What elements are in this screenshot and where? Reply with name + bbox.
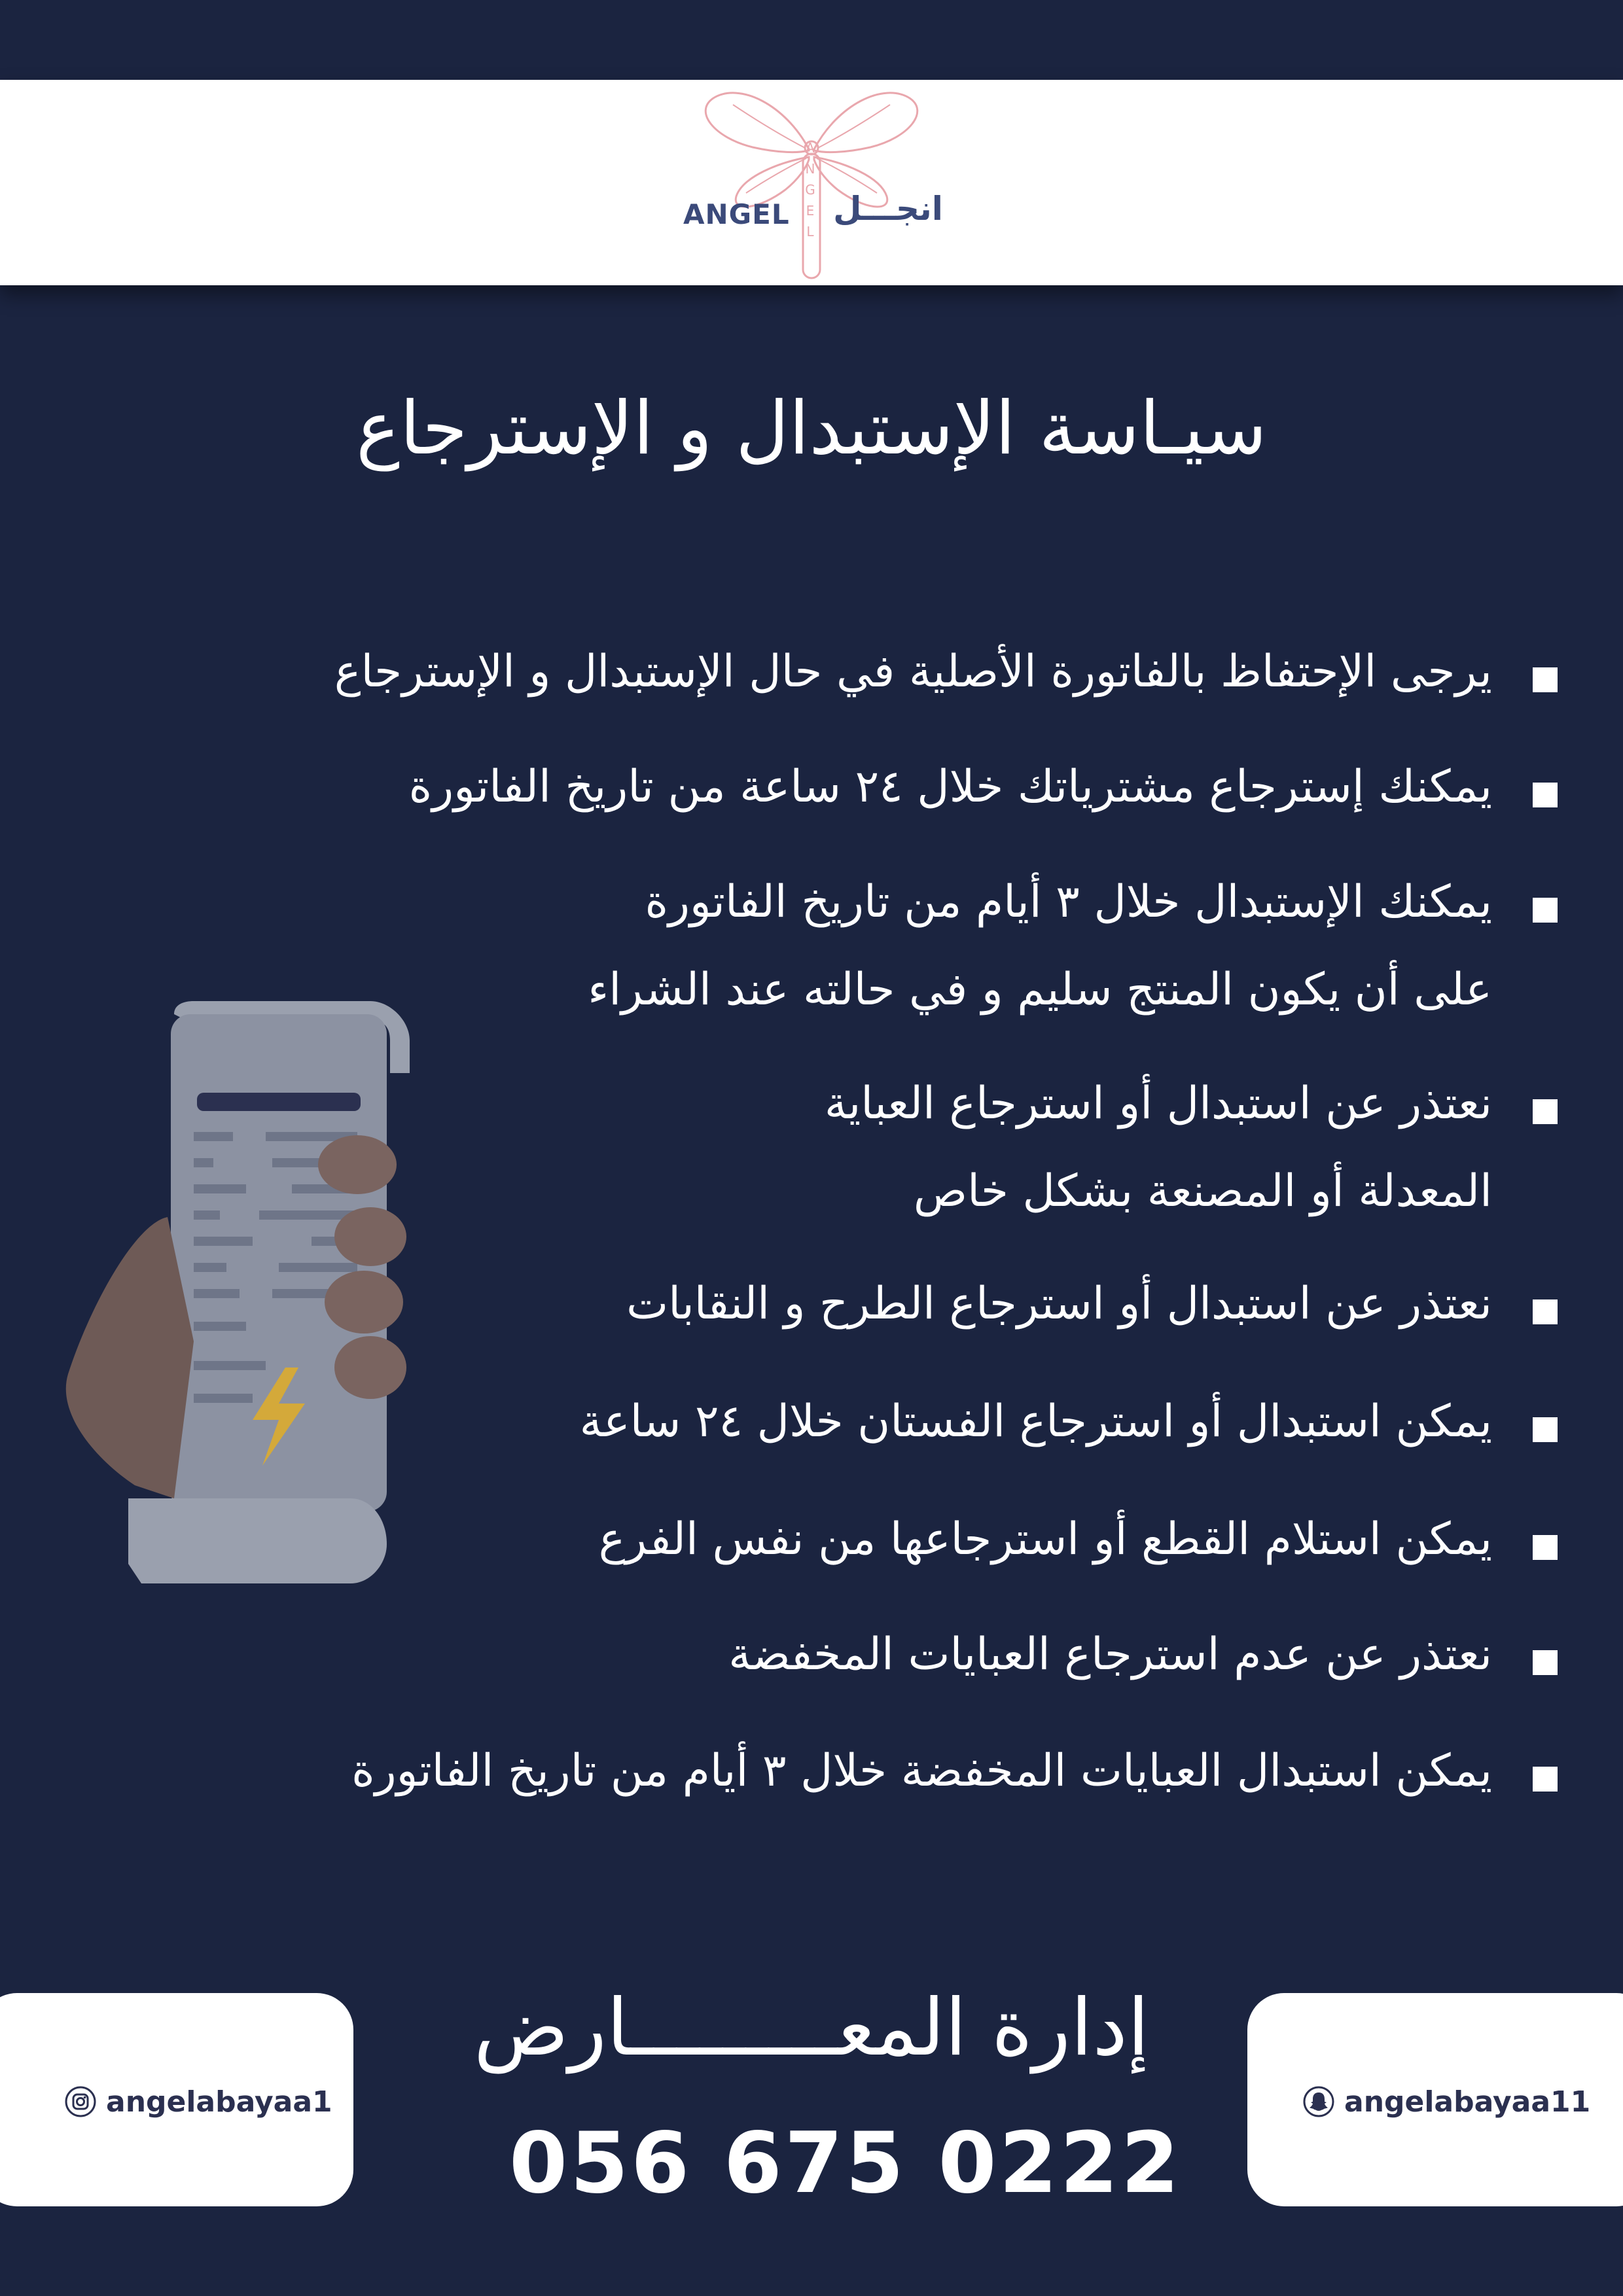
bullet-square-icon — [1533, 783, 1558, 807]
phone-number: 056 675 0222 — [509, 2114, 1182, 2212]
policy-line: نعتذر عن استبدال أو استرجاع الطرح و النقابات — [626, 1278, 1492, 1330]
policy-line: يمكن استلام القطع أو استرجاعها من نفس الفرع — [598, 1513, 1492, 1565]
policy-line: يمكنك الإستبدال خلال ٣ أيام من تاريخ الفاتورة — [645, 876, 1492, 928]
instagram-box — [0, 1993, 353, 2206]
snapchat-box — [1247, 1993, 1623, 2206]
logo-letter: A — [806, 140, 815, 156]
snapchat-handle-row[interactable] — [1302, 2082, 1590, 2121]
bullet-square-icon — [1533, 1650, 1558, 1675]
policy-text — [183, 1611, 1492, 1699]
logo-letter: E — [806, 203, 815, 219]
bullet-square-icon — [1533, 1099, 1558, 1124]
policy-line: المعدلة أو المصنعة بشكل خاص — [913, 1165, 1492, 1217]
policy-line: نعتذر عن عدم استرجاع العبايات المخفضة — [728, 1629, 1492, 1680]
logo-letter: G — [805, 182, 815, 198]
bullet-square-icon — [1533, 667, 1558, 692]
logo-wordmark-latin: ANGEL — [683, 198, 790, 230]
bullet-square-icon — [1533, 898, 1558, 923]
management-label: إدارة المعـــــــــارض — [473, 1983, 1150, 2074]
policy-text — [183, 1727, 1492, 1815]
logo-letter: N — [805, 161, 815, 177]
policy-line: يمكن استبدال أو استرجاع الفستان خلال ٢٤ ساعة — [579, 1396, 1492, 1447]
policy-line: يرجى الإحتفاظ بالفاتورة الأصلية في حال الإستبدال و الإسترجاع — [334, 646, 1492, 698]
policy-line: على أن يكون المنتج سليم و في حالته عند الشراء — [588, 964, 1492, 1016]
policy-text — [183, 628, 1492, 716]
bullet-square-icon — [1533, 1535, 1558, 1560]
bullet-square-icon — [1533, 1767, 1558, 1792]
page-title: سيـاسة الإستبدال و الإسترجاع — [356, 386, 1267, 471]
bullet-square-icon — [1533, 1417, 1558, 1442]
policy-line: نعتذر عن استبدال أو استرجاع العباية — [824, 1078, 1492, 1129]
instagram-icon — [64, 2085, 97, 2118]
instagram-handle-row[interactable] — [64, 2082, 332, 2121]
logo-letter: L — [806, 224, 814, 239]
snapchat-icon — [1302, 2085, 1335, 2118]
instagram-handle: angelabayaa1 — [106, 2085, 332, 2119]
snapchat-handle: angelabayaa11 — [1344, 2085, 1591, 2119]
phone-row[interactable] — [497, 2111, 1182, 2216]
policy-line: يمكن استبدال العبايات المخفضة خلال ٣ أيام من تاريخ الفاتورة — [351, 1745, 1492, 1797]
bullet-square-icon — [1533, 1299, 1558, 1324]
receipt-hand-illustration — [63, 1001, 482, 1590]
policy-line: يمكنك إسترجاع مشترياتك خلال ٢٤ ساعة من تاريخ الفاتورة — [408, 761, 1492, 813]
policy-text — [183, 743, 1492, 831]
logo-vertical-letters — [797, 137, 823, 242]
logo-wordmark-arabic: انجـــل — [833, 190, 943, 228]
